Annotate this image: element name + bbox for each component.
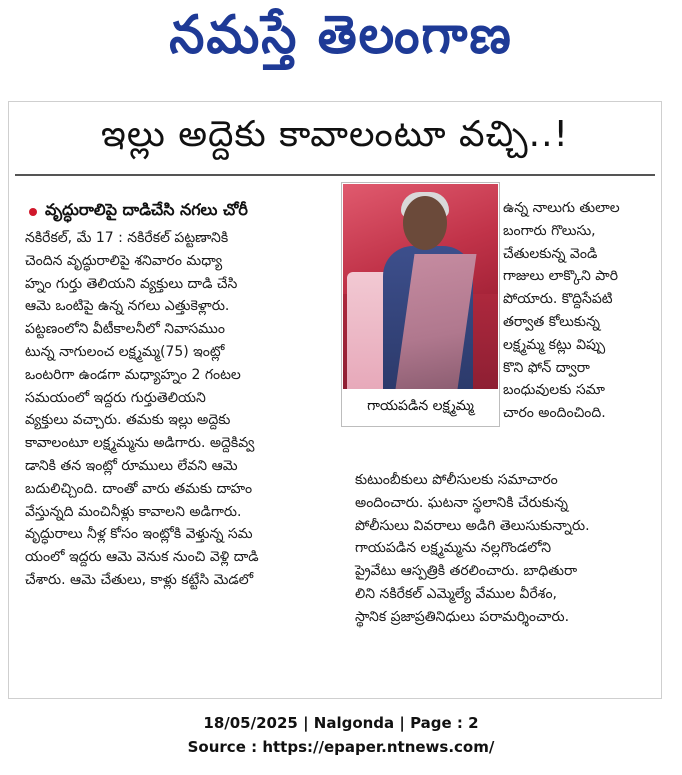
article-line: యంలో ఇద్దరు ఆమె వెనుక నుంచి వెళ్లి దాడి xyxy=(25,549,259,566)
article-line: వేస్తున్నది మంచినీళ్లు కావాలని అడిగారు. xyxy=(25,503,242,520)
article-column-left xyxy=(25,227,343,592)
article-line: కావాలంటూ లక్ష్మమ్మను అడిగారు. అద్దెకివ్వ xyxy=(25,435,255,452)
article-line: ప్రైవేటు ఆస్పత్రికి తరలించారు. బాధితురా xyxy=(355,563,578,580)
article-column-right xyxy=(503,197,653,425)
newspaper-logo: నమస్తే తెలంగాణ xyxy=(169,3,513,65)
article-line: సమయంలో ఇద్దరు గుర్తుతెలియని xyxy=(25,389,206,406)
article-line: గాజులు లాక్కొని పారి xyxy=(503,268,619,285)
red-bullet-icon xyxy=(29,208,37,216)
article-line: ఉన్న నాలుగు తులాల xyxy=(503,200,620,216)
article-line: చెందిన వృద్ధురాలిపై శనివారం మధ్యా xyxy=(25,252,223,269)
article-line: బదులిచ్చింది. దాంతో వారు తమకు దాహం xyxy=(25,480,253,497)
article-line: లిని నకిరేకల్ ఎమ్మెల్యే వేముల వీరేశం, xyxy=(355,585,557,602)
article-line: డానికి తన ఇంట్లో రూములు లేవని ఆమె xyxy=(25,457,238,474)
photo-caption: గాయపడిన లక్ష్మమ్మ xyxy=(343,389,498,425)
article-line: టున్న నాగులంచ లక్ష్మమ్మ(75) ఇంట్లో xyxy=(25,343,225,360)
article-line: స్థానిక ప్రజాప్రతినిధులు పరామర్శించారు. xyxy=(355,608,570,625)
footer-date-edition: 18/05/2025 | Nalgonda | Page : 2 xyxy=(203,714,479,732)
article-line: అందించారు. ఘటనా స్థలానికి చేరుకున్న xyxy=(355,494,568,511)
article-line: వ్యక్తులు వచ్చారు. తమకు ఇల్లు అద్దెకు xyxy=(25,412,231,429)
article-subhead xyxy=(29,200,341,223)
article-line: చారం అందించింది. xyxy=(503,405,606,422)
footer xyxy=(0,711,682,759)
article-line: పోలీసులు వివరాలు అడిగి తెలుసుకున్నారు. xyxy=(355,517,590,534)
article-line: కొని ఫోన్ ద్వారా xyxy=(503,359,590,376)
article-line: చేశారు. ఆమె చేతులు, కాళ్లు కట్టేసి మెడలో xyxy=(25,571,254,588)
article-line: తర్వాత కోలుకున్న xyxy=(503,313,600,330)
article-line: నకిరేకల్, మే 17 : నకిరేకల్ పట్టణానికి xyxy=(25,230,229,246)
victim-photo xyxy=(343,184,498,389)
article-column-bottom xyxy=(355,469,653,629)
article-line: బంగారు గొలుసు, xyxy=(503,222,596,239)
article-line: వృద్ధురాలు నీళ్ల కోసం ఇంట్లోకి వెళ్తున్న సమ xyxy=(25,526,253,543)
subhead-text: వృద్ధురాలిపై దాడిచేసి నగలు చోరీ xyxy=(45,200,248,219)
news-clipping xyxy=(8,101,662,699)
article-line: ఒంటరిగా ఉండగా మధ్యాహ్నం 2 గంటల xyxy=(25,366,241,383)
article-line: ఆమె ఒంటిపై ఉన్న నగలు ఎత్తుకెళ్లారు. xyxy=(25,298,230,315)
article-line: కుటుంబీకులు పోలీసులకు సమాచారం xyxy=(355,472,558,488)
headline-rule xyxy=(15,174,655,176)
article-headline: ఇల్లు అద్దెకు కావాలంటూ వచ్చి..! xyxy=(101,114,569,155)
masthead xyxy=(0,0,682,82)
article-line: చేతులకున్న వెండి xyxy=(503,245,598,262)
article-line: పోయారు. కొద్దిసేపటి xyxy=(503,291,613,308)
article-line: లక్ష్మమ్మ కట్లు విప్పు xyxy=(503,336,606,353)
article-line: హ్నం గుర్తు తెలియని వ్యక్తులు దాడి చేసి xyxy=(25,275,238,292)
article-line: పట్టణంలోని వీటీకాలనీలో నివాసముం xyxy=(25,321,225,338)
footer-source: Source : https://epaper.ntnews.com/ xyxy=(187,738,495,756)
article-line: బంధువులకు సమా xyxy=(503,382,605,399)
article-line: గాయపడిన లక్ష్మమ్మను నల్లగొండలోని xyxy=(355,540,552,557)
